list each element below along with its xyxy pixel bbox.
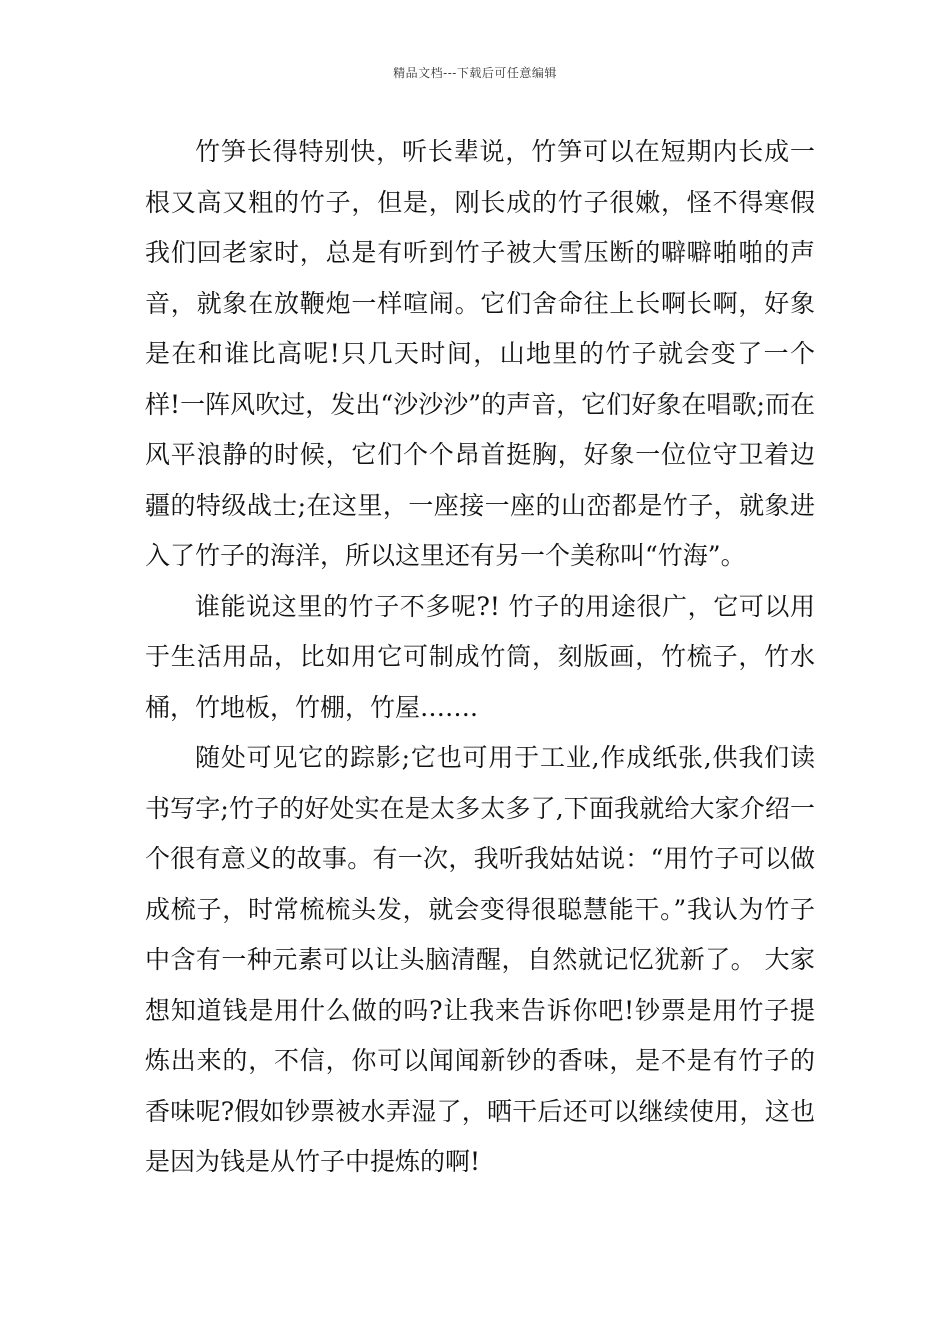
paragraph-bamboo-story: 随处可见它的踪影;它也可用于工业,作成纸张,供我们读书写字;竹子的好处实在是太多太多了,下面我就给大家介绍一个很有意义的故事。有一次，我听我姑姑说：“用竹子可以做成梳子，时常梳梳头发，就会变得很聪慧能干。”我认为竹子中含有一种元素可以让头脑清醒，自然就记忆犹新了。 大家想知道钱是用什么做的吗?让我来告诉你吧!钞票是用竹子提炼出来的，不信，你可以闻闻新钞的香味，是不是有竹子的香味呢?假如钞票被水弄湿了，晒干后还可以继续使用，这也是因为钱是从竹子中提炼的啊! — [145, 743, 815, 1176]
paragraph-bamboo-growth: 竹笋长得特别快，听长辈说，竹笋可以在短期内长成一根又高又粗的竹子，但是，刚长成的竹子很嫩，怪不得寒假我们回老家时，总是有听到竹子被大雪压断的噼噼啪啪的声音，就象在放鞭炮一样喧闹。它们舍命往上长啊长啊，好象是在和谁比高呢!只几天时间，山地里的竹子就会变了一个样!一阵风吹过，发出“沙沙沙”的声音，它们好象在唱歌;而在风平浪静的时候，它们个个昂首挺胸，好象一位位守卫着边疆的特级战士;在这里，一座接一座的山峦都是竹子，就象进入了竹子的海洋，所以这里还有另一个美称叫“竹海”。 — [145, 137, 815, 570]
paragraph-bamboo-uses: 谁能说这里的竹子不多呢?! 竹子的用途很广，它可以用于生活用品，比如用它可制成竹筒，刻版画，竹梳子，竹水桶，竹地板，竹棚，竹屋……. — [145, 591, 815, 722]
document-body — [145, 127, 815, 1188]
page-header: 精品文档---下载后可任意编辑 — [393, 66, 557, 80]
